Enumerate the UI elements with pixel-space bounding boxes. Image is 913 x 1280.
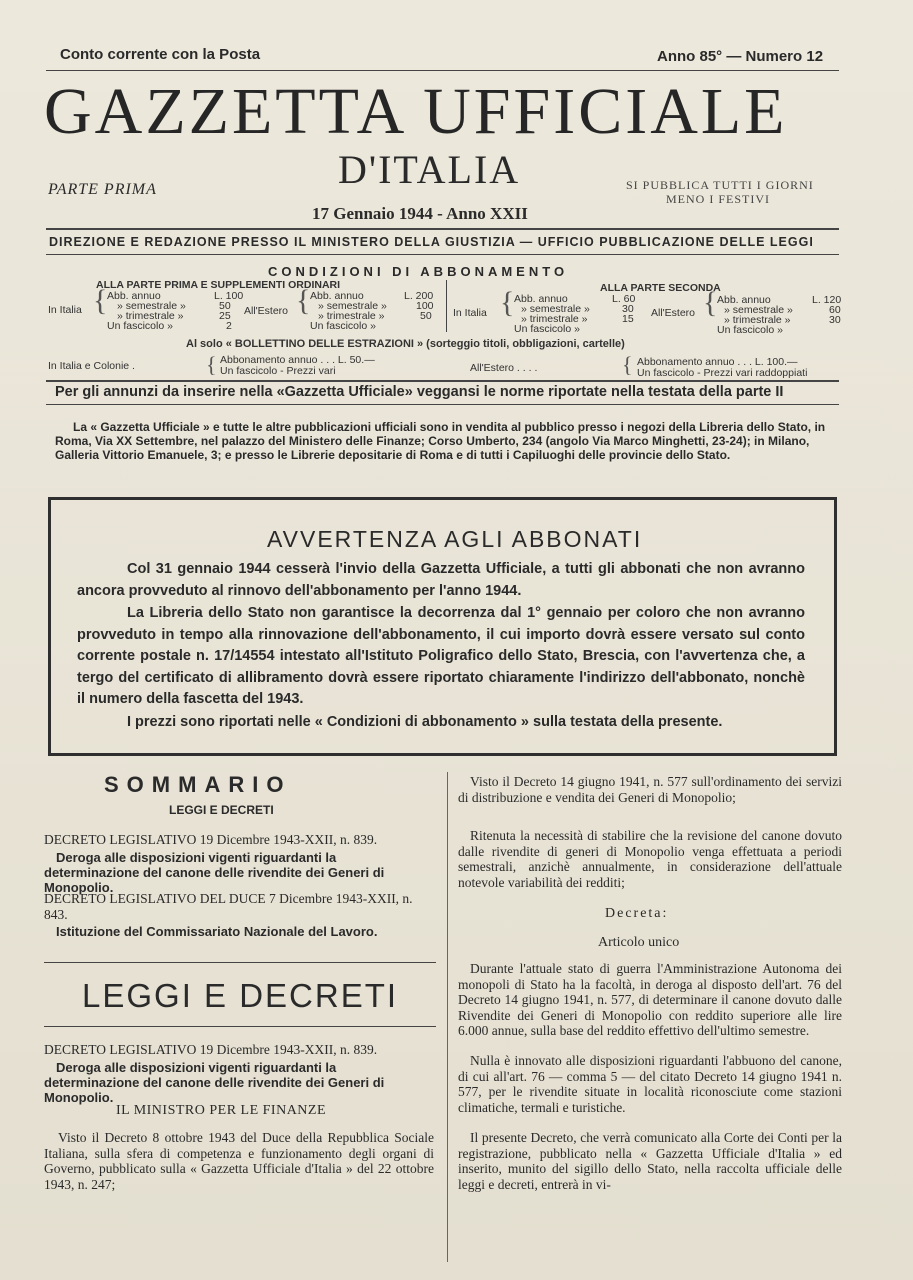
prima-estero-2: » trimestrale »	[318, 310, 385, 322]
brace-4: {	[703, 286, 718, 319]
si-pubblica-2: MENO I FESTIVI	[666, 192, 770, 206]
prima-estero-1-price: 100	[416, 300, 434, 312]
leggi-decreti-title: LEGGI E DECRETI	[82, 977, 399, 1014]
sommario-item2-body: Istituzione del Commissariato Nazionale del Lavoro.	[56, 924, 378, 939]
ministro-heading: IL MINISTRO PER LE FINANZE	[116, 1103, 327, 1118]
prima-italia-2-price: 25	[219, 310, 231, 322]
seconda-italia-2-price: 15	[622, 313, 634, 325]
abbonamento-title: CONDIZIONI DI ABBONAMENTO	[268, 264, 569, 279]
parte-prima-label: ALLA PARTE PRIMA E SUPPLEMENTI ORDINARI	[96, 279, 341, 291]
nulla-paragraph: Nulla è innovato alle disposizioni riguardanti l'abbuono del canone, di cui all'art. 76 — comma 5 — del citato Decreto 14 giugno 1941 n. 577, per le rivendite situate in località riconosciute come stazioni climatiche, termali e turistiche.	[458, 1053, 842, 1115]
sommario-title: SOMMARIO	[104, 772, 292, 797]
seconda-estero-label: All'Estero	[651, 307, 696, 319]
seconda-estero-2: » trimestrale »	[724, 314, 791, 326]
seconda-estero-2-price: 30	[829, 314, 841, 326]
boll-italia-label: In Italia e Colonie .	[48, 360, 135, 372]
prima-estero-0: Abb. annuo	[310, 290, 364, 302]
boll-estero-label: All'Estero . . . .	[470, 362, 538, 374]
avvertenza-p2: La Libreria dello Stato non garantisce la decorrenza dal 1° gennaio per coloro che non avranno provveduto in tempo alla rinnovazione dell'abbonamento, il cui importo dovrà essere versato sul conto corrente postale n. 17/14554 intestato all'Istituto Poligrafico dello Stato, Brescia, con l'avvertenza che, a tergo del certificato di allibramento dovrà essere riportato chiaramente l'indirizzo dell'abbonato, nonchè il numero della fascetta del 1943.	[77, 605, 805, 707]
seconda-italia-0: Abb. annuo	[514, 293, 568, 305]
seconda-italia-0-price: L. 60	[612, 293, 636, 305]
decreto-body: Deroga alle disposizioni vigenti riguardanti la determinazione del canone delle rivendite dei Generi di Monopolio.	[44, 1060, 385, 1105]
annunzi-line: Per gli annunzi da inserire nella «Gazzetta Ufficiale» veggansi le norme riportate nella testata della parte II	[55, 384, 784, 400]
seconda-italia-label: In Italia	[453, 307, 487, 319]
prima-italia-2: » trimestrale »	[117, 310, 184, 322]
anno-numero: Anno 85° — Numero 12	[657, 48, 824, 65]
boll-estero-1: Abbonamento annuo . . . L. 100.—	[637, 356, 798, 368]
boll-italia-2: Un fascicolo - Prezzi vari	[220, 365, 336, 377]
prima-italia-0: Abb. annuo	[107, 290, 161, 302]
vendita-paragraph: La « Gazzetta Ufficiale » e tutte le altre pubblicazioni ufficiali sono in vendita al pubblico presso i negozi della Libreria dello Stato, in Roma, Via XX Settembre, nel palazzo del Ministero delle Finanze; Corso Umberto, 234 (angolo Via Marco Minghetti, 23-24); in Milano, Galleria Vittorio Emanuele, 3; e presso le Librerie depositarie di Roma e di tutti i Capiluoghi delle provincie dello Stato.	[55, 420, 826, 462]
seconda-estero-3: Un fascicolo »	[717, 324, 783, 336]
seconda-italia-1: » semestrale »	[521, 303, 590, 315]
avvertenza-p1: Col 31 gennaio 1944 cesserà l'invio della Gazzetta Ufficiale, a tutti gli abbonati che non avranno ancora provveduto al rinnovo dell'abbonamento per l'anno 1944.	[77, 561, 805, 599]
boll-italia-1: Abbonamento annuo . . . L. 50.—	[220, 354, 375, 366]
seconda-estero-1-price: 60	[829, 304, 841, 316]
parte-seconda-label: ALLA PARTE SECONDA	[600, 282, 721, 294]
annunzi-bottom-rule	[46, 404, 839, 405]
seconda-estero-1: » semestrale »	[724, 304, 793, 316]
ritenuta-paragraph: Ritenuta la necessità di stabilire che la revisione del canone dovuto dalle rivendite di generi di Monopolio venga effettuata a periodi semestrali, anzichè annualmente, in considerazione dell'attuale notevole variabilità dei redditi;	[458, 828, 842, 890]
articolo-heading: Articolo unico	[598, 935, 680, 950]
seconda-italia-2: » trimestrale »	[521, 313, 588, 325]
prima-italia-label: In Italia	[48, 304, 82, 316]
sommario-item1-body: Deroga alle disposizioni vigenti riguardanti la determinazione del canone delle rivendite dei Generi di Monopolio.	[44, 850, 385, 895]
avvertenza-p3: I prezzi sono riportati nelle « Condizioni di abbonamento » sulla testata della presente.	[127, 714, 723, 730]
top-rule	[46, 70, 839, 71]
seconda-italia-1-price: 30	[622, 303, 634, 315]
brace-5: {	[206, 352, 217, 377]
prima-estero-1: » semestrale »	[318, 300, 387, 312]
issue-date: 17 Gennaio 1944 - Anno XXII	[312, 204, 528, 223]
seconda-italia-3: Un fascicolo »	[514, 323, 580, 335]
prima-estero-2-price: 50	[420, 310, 432, 322]
seconda-estero-0: Abb. annuo	[717, 294, 771, 306]
brace-3: {	[500, 286, 515, 319]
prima-italia-1-price: 50	[219, 300, 231, 312]
dir-rule	[46, 254, 839, 255]
avvertenza-title: AVVERTENZA AGLI ABBONATI	[267, 526, 643, 552]
visto-paragraph: Visto il Decreto 8 ottobre 1943 del Duce della Repubblica Sociale Italiana, sulla sfera di competenza e funzionamento degli organi di Governo, pubblicato sulla « Gazzetta Ufficiale d'Italia » del 22 ottobre 1943, n. 247;	[44, 1130, 434, 1192]
sommario-subtitle: LEGGI E DECRETI	[169, 803, 274, 817]
sommario-item2-head: DECRETO LEGISLATIVO DEL DUCE 7 Dicembre 1943-XXII, n. 843.	[44, 891, 413, 922]
masthead-subtitle: D'ITALIA	[338, 147, 521, 192]
prima-estero-label: All'Estero	[244, 305, 289, 317]
brace-2: {	[296, 284, 311, 317]
conto-corrente: Conto corrente con la Posta	[60, 46, 261, 63]
bollettino-line: Al solo « BOLLETTINO DELLE ESTRAZIONI » (sorteggio titoli, obbligazioni, cartelle)	[186, 338, 625, 350]
direzione-line: DIREZIONE E REDAZIONE PRESSO IL MINISTERO DELLA GIUSTIZIA — UFFICIO PUBBLICAZIONE DELLE LEGGI	[49, 235, 814, 249]
durante-paragraph: Durante l'attuale stato di guerra l'Amministrazione Autonoma dei monopoli di Stato ha la facoltà, in deroga al disposto dell'art. 76 del Decreto 14 giugno 1941, n. 577, di determinare il canone dovuto dalle Rivendite dei Generi di Monopolio con reddito superiore alle lire 6.000 annue, sulla base del reddito effettivo dell'ultimo semestre.	[458, 961, 842, 1038]
sommario-item1-head: DECRETO LEGISLATIVO 19 Dicembre 1943-XXII, n. 839.	[44, 832, 378, 847]
brace-1: {	[93, 284, 108, 317]
decreta-heading: Decreta:	[605, 906, 669, 921]
presente-paragraph: Il presente Decreto, che verrà comunicato alla Corte dei Conti per la registrazione, pubblicato nella « Gazzetta Ufficiale d'Italia » ed inserito, munito del sigillo dello Stato, nella raccolta ufficiale delle leggi e decreti, entrerà in vi-	[458, 1130, 842, 1192]
prima-italia-3-price: 2	[226, 320, 232, 332]
visto2-paragraph: Visto il Decreto 14 giugno 1941, n. 577 sull'ordinamento dei servizi di distribuzione e vendita dei Generi di Monopolio;	[458, 774, 842, 805]
sommario-rule	[44, 962, 436, 963]
leggi-rule	[44, 1026, 436, 1027]
prima-italia-3: Un fascicolo »	[107, 320, 173, 332]
brace-6: {	[622, 352, 633, 377]
prima-estero-0-price: L. 200	[404, 290, 434, 302]
header-rule	[46, 228, 839, 230]
seconda-estero-0-price: L. 120	[812, 294, 842, 306]
abbonamento-divider	[446, 280, 447, 332]
prima-estero-3: Un fascicolo »	[310, 320, 376, 332]
parte-prima: PARTE PRIMA	[48, 181, 157, 198]
column-divider	[447, 772, 448, 1262]
annunzi-top-rule	[46, 380, 839, 382]
si-pubblica-1: SI PUBBLICA TUTTI I GIORNI	[626, 178, 814, 192]
prima-italia-0-price: L. 100	[214, 290, 244, 302]
boll-estero-2: Un fascicolo - Prezzi vari raddoppiati	[637, 367, 808, 379]
decreto-head: DECRETO LEGISLATIVO 19 Dicembre 1943-XXII, n. 839.	[44, 1042, 378, 1057]
avvertenza-box	[48, 497, 837, 756]
masthead-title: GAZZETTA UFFICIALE	[44, 75, 788, 148]
prima-italia-1: » semestrale »	[117, 300, 186, 312]
